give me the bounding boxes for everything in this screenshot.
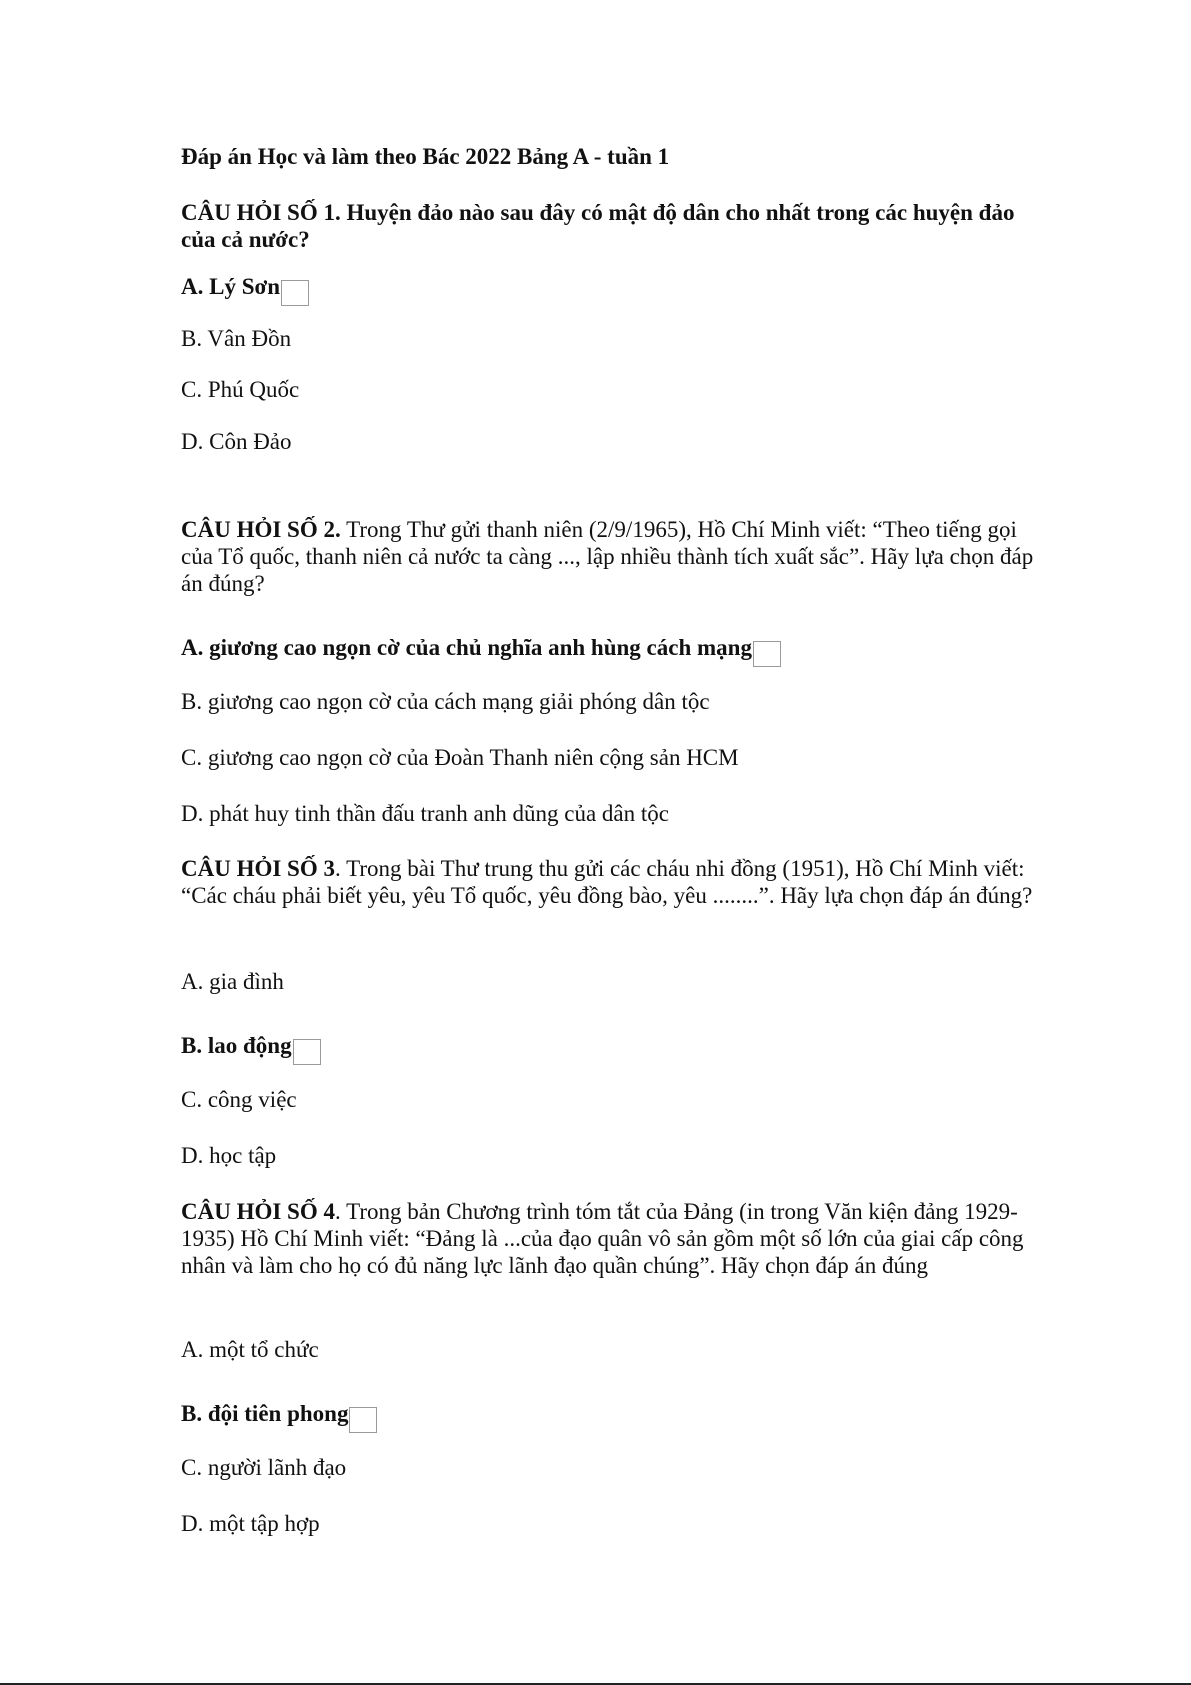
question-4-option-d: D. một tập hợp [181, 1511, 320, 1536]
question-2-option-a [181, 634, 781, 667]
question-4-option-c: C. người lãnh đạo [181, 1455, 347, 1480]
question-2-text: Trong Thư gửi thanh niên (2/9/1965), Hồ Chí Minh viết: “Theo tiếng gọi của Tổ quốc, thanh niên cả nước ta càng ..., lập nhiều thành tích xuất sắc”. Hãy lựa chọn đáp án đúng? [181, 517, 1034, 596]
question-2 [181, 516, 1041, 597]
option-text: B. đội tiên phong [181, 1401, 349, 1426]
document-title: Đáp án Học và làm theo Bác 2022 Bảng A - tuần 1 [181, 144, 670, 169]
option-text: B. lao động [181, 1033, 292, 1058]
question-3 [181, 855, 1041, 909]
question-3-label: CÂU HỎI SỐ 3 [181, 856, 335, 881]
question-3-option-c: C. công việc [181, 1087, 297, 1112]
question-1-label: CÂU HỎI SỐ 1. [181, 200, 341, 225]
question-2-option-c: C. giương cao ngọn cờ của Đoàn Thanh niên cộng sản HCM [181, 745, 739, 770]
question-4 [181, 1198, 1041, 1279]
answer-checkbox[interactable] [349, 1407, 377, 1433]
option-text: A. giương cao ngọn cờ của chủ nghĩa anh hùng cách mạng [181, 635, 752, 660]
question-1-text: Huyện đảo nào sau đây có mật độ dân cho nhất trong các huyện đảo của cả nước? [181, 200, 1015, 252]
answer-checkbox[interactable] [281, 280, 309, 306]
question-4-text: . Trong bản Chương trình tóm tắt của Đảng (in trong Văn kiện đảng 1929-1935) Hồ Chí Minh viết: “Đảng là ...của đạo quân vô sản gồm một số lớn của giai cấp công nhân và làm cho họ có đủ năng lực lãnh đạo quần chúng”. Hãy chọn đáp án đúng [181, 1199, 1024, 1278]
question-1 [181, 199, 1041, 253]
question-2-label: CÂU HỎI SỐ 2. [181, 517, 341, 542]
question-2-option-b: B. giương cao ngọn cờ của cách mạng giải phóng dân tộc [181, 689, 710, 714]
option-text: A. Lý Sơn [181, 274, 281, 299]
question-4-label: CÂU HỎI SỐ 4 [181, 1199, 335, 1224]
answer-checkbox[interactable] [293, 1039, 321, 1065]
question-4-option-a: A. một tổ chức [181, 1337, 319, 1362]
question-3-option-a: A. gia đình [181, 969, 284, 994]
question-3-text: . Trong bài Thư trung thu gửi các cháu nhi đồng (1951), Hồ Chí Minh viết: “Các cháu phải biết yêu, yêu Tổ quốc, yêu đồng bào, yêu ........”. Hãy lựa chọn đáp án đúng? [181, 856, 1033, 908]
question-3-option-d: D. học tập [181, 1143, 277, 1168]
question-3-option-b [181, 1032, 321, 1065]
question-2-option-d: D. phát huy tinh thần đấu tranh anh dũng của dân tộc [181, 801, 669, 826]
question-1-option-c: C. Phú Quốc [181, 377, 300, 402]
question-1-option-a [181, 273, 309, 306]
answer-checkbox[interactable] [753, 641, 781, 667]
question-1-option-d: D. Côn Đảo [181, 429, 292, 454]
question-4-option-b [181, 1400, 377, 1433]
question-1-option-b: B. Vân Đồn [181, 326, 292, 351]
